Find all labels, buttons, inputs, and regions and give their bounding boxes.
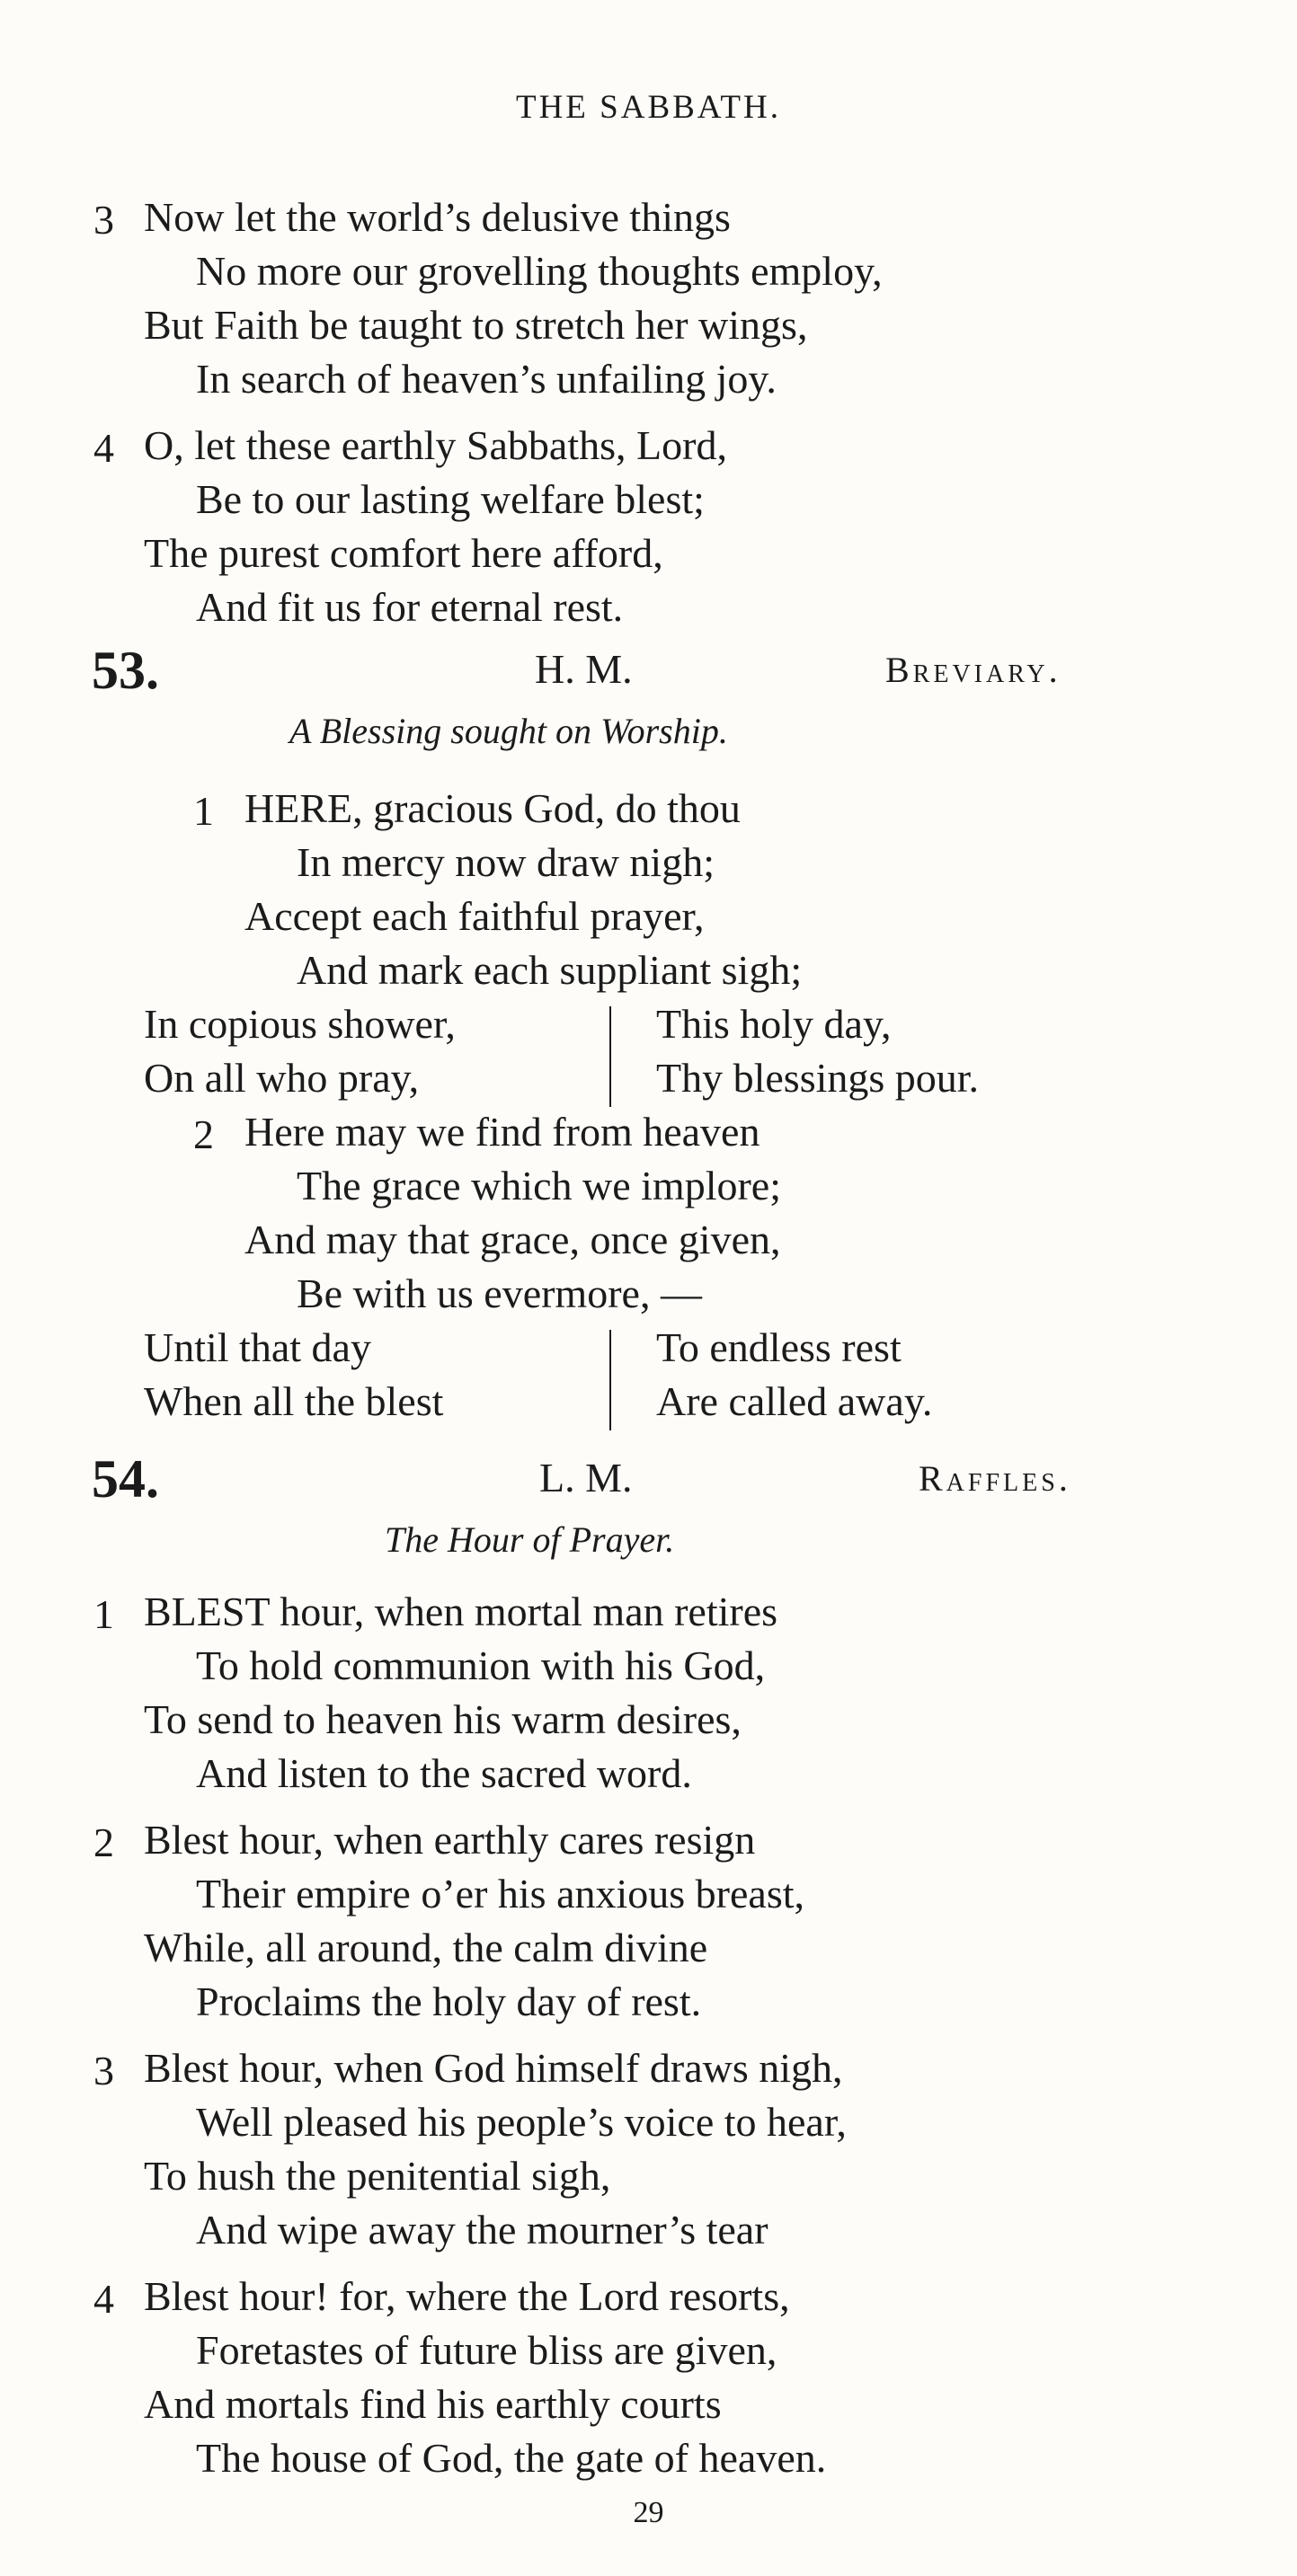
- verse-number: 2: [93, 1819, 114, 1865]
- verse-line: Be to our lasting welfare blest;: [196, 476, 705, 522]
- verse-line-left: On all who pray,: [144, 1055, 420, 1101]
- verse-number: 3: [93, 2048, 114, 2094]
- verse-line: And may that grace, once given,: [244, 1217, 781, 1262]
- verse-line: Accept each faithful prayer,: [244, 893, 705, 939]
- hymn-tune: Raffles.: [919, 1458, 1071, 1499]
- verse-line-left: Until that day: [144, 1324, 371, 1370]
- verse-number: 1: [193, 788, 214, 834]
- verse-number: 1: [93, 1591, 114, 1637]
- verse-line: Blest hour, when God himself draws nigh,: [144, 2045, 843, 2091]
- verse-line: And fit us for eternal rest.: [196, 584, 624, 630]
- hymn-number: 54.: [92, 1449, 159, 1509]
- hymn-meter: L. M.: [539, 1455, 633, 1500]
- verse-line-left: In copious shower,: [144, 1001, 456, 1047]
- verse-line-right: Are called away.: [656, 1378, 933, 1424]
- verse-line: In search of heaven’s unfailing joy.: [196, 356, 777, 402]
- page-header: THE SABBATH.: [515, 89, 782, 126]
- verse-number: 2: [193, 1111, 214, 1157]
- verse-line: And listen to the sacred word.: [196, 1750, 692, 1796]
- page-number: 29: [633, 2496, 664, 2529]
- verse-line: Their empire o’er his anxious breast,: [196, 1871, 804, 1917]
- verse-line: The purest comfort here afford,: [144, 530, 663, 576]
- hymn-subtitle: The Hour of Prayer.: [385, 1519, 675, 1560]
- hymn-number: 53.: [92, 641, 159, 700]
- verse-line: But Faith be taught to stretch her wings,: [144, 302, 808, 348]
- verse-line: The house of God, the gate of heaven.: [196, 2435, 827, 2481]
- verse-line: HERE, gracious God, do thou: [244, 785, 741, 831]
- verse-line-left: When all the blest: [144, 1378, 444, 1424]
- verse-line: While, all around, the calm divine: [144, 1925, 708, 1970]
- verse-number: 4: [93, 2276, 114, 2322]
- verse-line: Blest hour, when earthly cares resign: [144, 1817, 756, 1863]
- verse-line: Now let the world’s delusive things: [144, 194, 731, 240]
- verse-number: 3: [93, 197, 114, 243]
- verse-line-right: Thy blessings pour.: [656, 1055, 980, 1101]
- verse-line: Blest hour! for, where the Lord resorts,: [144, 2273, 790, 2319]
- verse-line: And mortals find his earthly courts: [144, 2381, 722, 2427]
- verse-line: The grace which we implore;: [297, 1163, 781, 1208]
- verse-line: To send to heaven his warm desires,: [144, 1696, 742, 1742]
- hymn-subtitle: A Blessing sought on Worship.: [289, 711, 728, 751]
- verse-line-right: To endless rest: [656, 1324, 902, 1370]
- verse-line: In mercy now draw nigh;: [297, 839, 715, 885]
- verse-line: Well pleased his people’s voice to hear,: [196, 2099, 847, 2145]
- verse-line-right: This holy day,: [656, 1001, 892, 1047]
- verse-line: And wipe away the mourner’s tear: [196, 2207, 768, 2253]
- verse-line: Here may we find from heaven: [244, 1109, 760, 1155]
- verse-line: No more our grovelling thoughts employ,: [196, 248, 883, 294]
- verse-line: To hush the penitential sigh,: [144, 2153, 611, 2199]
- hymn-tune: Breviary.: [885, 650, 1062, 690]
- verse-line: Foretastes of future bliss are given,: [196, 2327, 777, 2373]
- verse-line: To hold communion with his God,: [196, 1642, 766, 1688]
- verse-line: And mark each suppliant sigh;: [297, 947, 803, 993]
- column-divider: [609, 1006, 611, 1107]
- verse-line: Proclaims the holy day of rest.: [196, 1978, 702, 2024]
- verse-line: Be with us evermore, —: [297, 1270, 702, 1316]
- verse-number: 4: [93, 425, 114, 471]
- verse-line: O, let these earthly Sabbaths, Lord,: [144, 422, 727, 468]
- column-divider: [609, 1330, 611, 1430]
- hymn-meter: H. M.: [535, 646, 633, 692]
- verse-line: BLEST hour, when mortal man retires: [144, 1589, 778, 1634]
